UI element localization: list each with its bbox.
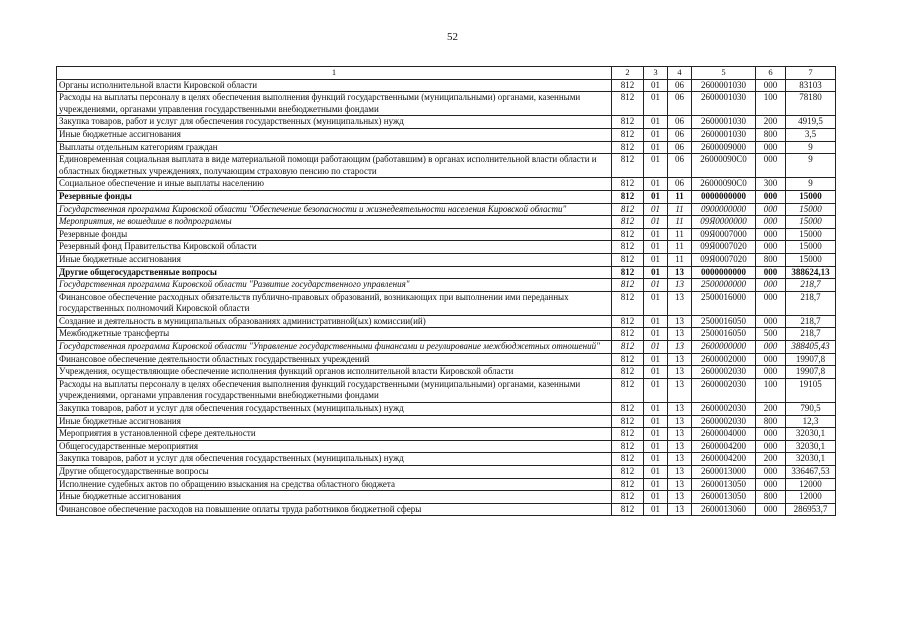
table-row xyxy=(57,241,836,254)
row-code-2: 812 xyxy=(612,341,644,354)
row-code-2: 812 xyxy=(612,440,644,453)
row-amount: 32030,1 xyxy=(786,428,836,441)
row-code-3: 01 xyxy=(644,141,668,154)
row-code-4: 13 xyxy=(668,403,692,416)
table-row xyxy=(57,378,836,402)
row-code-3: 01 xyxy=(644,415,668,428)
row-code-2: 812 xyxy=(612,328,644,341)
row-name: Общегосударственные мероприятия xyxy=(57,440,612,453)
row-code-4: 13 xyxy=(668,341,692,354)
row-code-3: 01 xyxy=(644,116,668,129)
row-code-5: 2600013050 xyxy=(692,478,756,491)
table-row xyxy=(57,190,836,203)
row-code-2: 812 xyxy=(612,491,644,504)
row-name: Закупка товаров, работ и услуг для обеспечения государственных (муниципальных) нужд xyxy=(57,116,612,129)
row-code-6: 000 xyxy=(756,428,786,441)
row-code-6: 100 xyxy=(756,92,786,116)
row-amount: 83103 xyxy=(786,79,836,92)
row-code-4: 11 xyxy=(668,190,692,203)
row-name: Государственная программа Кировской области "Управление государственными финансами и регулирование межбюджетных отношений" xyxy=(57,341,612,354)
table-row xyxy=(57,503,836,516)
row-code-5: 09Я0007020 xyxy=(692,253,756,266)
table-row xyxy=(57,141,836,154)
row-name: Расходы на выплаты персоналу в целях обеспечения выполнения функций государственными (муниципальными) органами, казенными учреждениями, органами управления государственными внебюджетными фондами xyxy=(57,92,612,116)
row-code-6: 000 xyxy=(756,154,786,178)
header-col-7: 7 xyxy=(786,67,836,80)
row-code-2: 812 xyxy=(612,366,644,379)
table-row xyxy=(57,341,836,354)
row-code-5: 2600000000 xyxy=(692,341,756,354)
row-code-3: 01 xyxy=(644,216,668,229)
row-code-2: 812 xyxy=(612,478,644,491)
row-code-3: 01 xyxy=(644,291,668,315)
row-code-5: 26000090С0 xyxy=(692,178,756,191)
row-code-2: 812 xyxy=(612,178,644,191)
row-amount: 286953,7 xyxy=(786,503,836,516)
row-code-2: 812 xyxy=(612,403,644,416)
row-name: Расходы на выплаты персоналу в целях обеспечения выполнения функций государственными (муниципальными) органами, казенными учреждениями, органами управления государственными внебюджетными фондами xyxy=(57,378,612,402)
table-row xyxy=(57,440,836,453)
row-amount: 15000 xyxy=(786,190,836,203)
row-code-4: 06 xyxy=(668,154,692,178)
row-amount: 32030,1 xyxy=(786,440,836,453)
row-name: Социальное обеспечение и иные выплаты населению xyxy=(57,178,612,191)
row-code-4: 06 xyxy=(668,178,692,191)
table-row xyxy=(57,466,836,479)
row-amount: 218,7 xyxy=(786,315,836,328)
page-number: 52 xyxy=(447,31,458,43)
row-code-3: 01 xyxy=(644,366,668,379)
row-code-3: 01 xyxy=(644,92,668,116)
row-amount: 19105 xyxy=(786,378,836,402)
row-code-6: 000 xyxy=(756,279,786,292)
row-amount: 388624,13 xyxy=(786,266,836,279)
row-code-5: 2500016050 xyxy=(692,315,756,328)
row-code-3: 01 xyxy=(644,328,668,341)
row-code-2: 812 xyxy=(612,116,644,129)
row-code-5: 2600001030 xyxy=(692,92,756,116)
table-row xyxy=(57,79,836,92)
row-code-4: 13 xyxy=(668,503,692,516)
table-header-row xyxy=(57,67,836,80)
row-name: Закупка товаров, работ и услуг для обеспечения государственных (муниципальных) нужд xyxy=(57,403,612,416)
table-row xyxy=(57,154,836,178)
row-amount: 19907,8 xyxy=(786,366,836,379)
row-code-4: 11 xyxy=(668,228,692,241)
row-code-5: 2600002000 xyxy=(692,353,756,366)
row-code-5: 09Я0007020 xyxy=(692,241,756,254)
row-code-6: 000 xyxy=(756,353,786,366)
header-col-5: 5 xyxy=(692,67,756,80)
row-code-5: 0900000000 xyxy=(692,203,756,216)
row-code-6: 500 xyxy=(756,328,786,341)
row-code-4: 11 xyxy=(668,203,692,216)
row-code-4: 06 xyxy=(668,79,692,92)
row-code-4: 13 xyxy=(668,478,692,491)
row-code-5: 0000000000 xyxy=(692,190,756,203)
row-code-6: 800 xyxy=(756,128,786,141)
row-code-2: 812 xyxy=(612,128,644,141)
row-code-4: 13 xyxy=(668,466,692,479)
row-name: Исполнение судебных актов по обращению взыскания на средства областного бюджета xyxy=(57,478,612,491)
header-col-6: 6 xyxy=(756,67,786,80)
row-code-5: 2600004200 xyxy=(692,440,756,453)
row-code-4: 11 xyxy=(668,241,692,254)
table-row xyxy=(57,415,836,428)
row-code-6: 000 xyxy=(756,466,786,479)
row-code-2: 812 xyxy=(612,141,644,154)
row-code-2: 812 xyxy=(612,154,644,178)
row-code-5: 2500016050 xyxy=(692,328,756,341)
row-name: Иные бюджетные ассигнования xyxy=(57,415,612,428)
row-code-3: 01 xyxy=(644,353,668,366)
row-code-5: 0000000000 xyxy=(692,266,756,279)
table-row xyxy=(57,253,836,266)
table-row xyxy=(57,178,836,191)
row-code-5: 2600004200 xyxy=(692,453,756,466)
row-name: Единовременная социальная выплата в виде материальной помощи работающим (работавшим) в органах исполнительной власти области и областных бюджетных учреждениях, получающим страховую пенсию по старости xyxy=(57,154,612,178)
row-name: Учреждения, осуществляющие обеспечение исполнения функций органов исполнительной власти Кировской области xyxy=(57,366,612,379)
header-col-4: 4 xyxy=(668,67,692,80)
row-code-6: 200 xyxy=(756,453,786,466)
row-amount: 4919,5 xyxy=(786,116,836,129)
table-row xyxy=(57,291,836,315)
row-code-2: 812 xyxy=(612,315,644,328)
row-code-5: 26000090С0 xyxy=(692,154,756,178)
row-code-3: 01 xyxy=(644,253,668,266)
table-row xyxy=(57,478,836,491)
row-name: Государственная программа Кировской области "Развитие государственного управления" xyxy=(57,279,612,292)
row-code-2: 812 xyxy=(612,228,644,241)
row-name: Другие общегосударственные вопросы xyxy=(57,266,612,279)
row-name: Закупка товаров, работ и услуг для обеспечения государственных (муниципальных) нужд xyxy=(57,453,612,466)
header-col-2: 2 xyxy=(612,67,644,80)
row-amount: 15000 xyxy=(786,203,836,216)
table-row xyxy=(57,216,836,229)
table-row xyxy=(57,116,836,129)
row-code-5: 2500000000 xyxy=(692,279,756,292)
row-code-5: 2600002030 xyxy=(692,403,756,416)
row-amount: 12000 xyxy=(786,478,836,491)
row-code-4: 13 xyxy=(668,415,692,428)
row-code-3: 01 xyxy=(644,478,668,491)
row-code-6: 200 xyxy=(756,116,786,129)
row-code-2: 812 xyxy=(612,266,644,279)
row-code-2: 812 xyxy=(612,453,644,466)
row-amount: 19907,8 xyxy=(786,353,836,366)
budget-table xyxy=(56,66,836,516)
table-row xyxy=(57,453,836,466)
table-row xyxy=(57,228,836,241)
row-code-5: 09Я0007000 xyxy=(692,228,756,241)
row-amount: 790,5 xyxy=(786,403,836,416)
header-col-3: 3 xyxy=(644,67,668,80)
row-code-3: 01 xyxy=(644,315,668,328)
row-code-6: 000 xyxy=(756,366,786,379)
row-name: Иные бюджетные ассигнования xyxy=(57,491,612,504)
row-code-4: 13 xyxy=(668,366,692,379)
row-code-5: 2600001030 xyxy=(692,128,756,141)
row-code-4: 13 xyxy=(668,266,692,279)
row-amount: 9 xyxy=(786,178,836,191)
row-code-4: 13 xyxy=(668,279,692,292)
row-name: Другие общегосударственные вопросы xyxy=(57,466,612,479)
row-code-4: 13 xyxy=(668,491,692,504)
row-amount: 218,7 xyxy=(786,279,836,292)
row-code-6: 000 xyxy=(756,216,786,229)
row-name: Резервные фонды xyxy=(57,228,612,241)
row-name: Межбюджетные трансферты xyxy=(57,328,612,341)
row-code-4: 13 xyxy=(668,428,692,441)
row-amount: 15000 xyxy=(786,228,836,241)
row-code-6: 300 xyxy=(756,178,786,191)
row-code-6: 200 xyxy=(756,403,786,416)
row-amount: 218,7 xyxy=(786,328,836,341)
row-code-6: 000 xyxy=(756,79,786,92)
row-code-2: 812 xyxy=(612,415,644,428)
row-code-6: 000 xyxy=(756,190,786,203)
row-code-3: 01 xyxy=(644,466,668,479)
header-col-1: 1 xyxy=(57,67,612,80)
row-code-2: 812 xyxy=(612,79,644,92)
row-code-6: 000 xyxy=(756,228,786,241)
row-name: Иные бюджетные ассигнования xyxy=(57,128,612,141)
row-code-3: 01 xyxy=(644,453,668,466)
row-code-6: 800 xyxy=(756,415,786,428)
table-row xyxy=(57,366,836,379)
row-code-3: 01 xyxy=(644,491,668,504)
row-code-5: 09Я0000000 xyxy=(692,216,756,229)
row-code-2: 812 xyxy=(612,291,644,315)
row-name: Иные бюджетные ассигнования xyxy=(57,253,612,266)
table-row xyxy=(57,92,836,116)
row-code-2: 812 xyxy=(612,190,644,203)
row-code-3: 01 xyxy=(644,79,668,92)
row-code-2: 812 xyxy=(612,216,644,229)
table-row xyxy=(57,203,836,216)
row-name: Государственная программа Кировской области "Обеспечение безопасности и жизнедеятельности населения Кировской области" xyxy=(57,203,612,216)
row-name: Резервные фонды xyxy=(57,190,612,203)
row-code-6: 000 xyxy=(756,478,786,491)
row-code-2: 812 xyxy=(612,503,644,516)
row-code-3: 01 xyxy=(644,203,668,216)
row-code-4: 13 xyxy=(668,378,692,402)
row-name: Выплаты отдельным категориям граждан xyxy=(57,141,612,154)
row-amount: 12,3 xyxy=(786,415,836,428)
row-code-3: 01 xyxy=(644,228,668,241)
row-code-5: 2600002030 xyxy=(692,378,756,402)
row-code-3: 01 xyxy=(644,266,668,279)
row-code-3: 01 xyxy=(644,279,668,292)
row-code-6: 100 xyxy=(756,378,786,402)
row-code-6: 000 xyxy=(756,440,786,453)
row-code-4: 06 xyxy=(668,128,692,141)
row-amount: 15000 xyxy=(786,253,836,266)
row-code-3: 01 xyxy=(644,378,668,402)
row-amount: 15000 xyxy=(786,241,836,254)
row-code-5: 2600013060 xyxy=(692,503,756,516)
row-code-4: 13 xyxy=(668,328,692,341)
row-code-3: 01 xyxy=(644,128,668,141)
row-code-6: 000 xyxy=(756,503,786,516)
row-amount: 15000 xyxy=(786,216,836,229)
row-code-3: 01 xyxy=(644,154,668,178)
row-code-6: 000 xyxy=(756,315,786,328)
row-code-4: 06 xyxy=(668,116,692,129)
row-amount: 388405,43 xyxy=(786,341,836,354)
row-code-4: 13 xyxy=(668,440,692,453)
row-amount: 218,7 xyxy=(786,291,836,315)
row-amount: 336467,53 xyxy=(786,466,836,479)
table-row xyxy=(57,128,836,141)
row-code-5: 2600013050 xyxy=(692,491,756,504)
row-code-5: 2500016000 xyxy=(692,291,756,315)
row-code-6: 000 xyxy=(756,266,786,279)
row-code-2: 812 xyxy=(612,428,644,441)
table-row xyxy=(57,279,836,292)
row-code-3: 01 xyxy=(644,341,668,354)
row-amount: 9 xyxy=(786,154,836,178)
row-code-5: 2600002030 xyxy=(692,415,756,428)
row-code-3: 01 xyxy=(644,241,668,254)
table-row xyxy=(57,315,836,328)
row-code-3: 01 xyxy=(644,503,668,516)
table-row xyxy=(57,491,836,504)
row-code-3: 01 xyxy=(644,190,668,203)
row-code-5: 2600013000 xyxy=(692,466,756,479)
row-code-6: 000 xyxy=(756,341,786,354)
row-code-3: 01 xyxy=(644,440,668,453)
row-code-4: 11 xyxy=(668,253,692,266)
row-code-5: 2600009000 xyxy=(692,141,756,154)
row-name: Мероприятия в установленной сфере деятельности xyxy=(57,428,612,441)
row-code-2: 812 xyxy=(612,253,644,266)
row-name: Финансовое обеспечение расходных обязательств публично-правовых образований, возникающих при выполнении ими переданных государственных полномочий Кировской области xyxy=(57,291,612,315)
row-code-2: 812 xyxy=(612,92,644,116)
row-name: Мероприятия, не вошедшие в подпрограммы xyxy=(57,216,612,229)
table-row xyxy=(57,328,836,341)
row-code-2: 812 xyxy=(612,203,644,216)
row-code-3: 01 xyxy=(644,428,668,441)
row-code-5: 2600002030 xyxy=(692,366,756,379)
row-amount: 32030,1 xyxy=(786,453,836,466)
row-name: Финансовое обеспечение расходов на повышение оплаты труда работников бюджетной сферы xyxy=(57,503,612,516)
row-code-5: 2600001030 xyxy=(692,116,756,129)
row-name: Органы исполнительной власти Кировской области xyxy=(57,79,612,92)
row-name: Резервный фонд Правительства Кировской области xyxy=(57,241,612,254)
row-amount: 78180 xyxy=(786,92,836,116)
row-code-3: 01 xyxy=(644,403,668,416)
row-code-4: 11 xyxy=(668,216,692,229)
row-code-6: 000 xyxy=(756,291,786,315)
row-code-4: 13 xyxy=(668,353,692,366)
row-code-4: 06 xyxy=(668,141,692,154)
row-name: Создание и деятельность в муниципальных образованиях административной(ых) комиссии(ий) xyxy=(57,315,612,328)
row-code-4: 13 xyxy=(668,453,692,466)
row-amount: 9 xyxy=(786,141,836,154)
row-code-6: 800 xyxy=(756,253,786,266)
row-code-2: 812 xyxy=(612,241,644,254)
row-amount: 12000 xyxy=(786,491,836,504)
row-code-2: 812 xyxy=(612,466,644,479)
row-code-6: 000 xyxy=(756,241,786,254)
row-code-3: 01 xyxy=(644,178,668,191)
row-code-6: 000 xyxy=(756,203,786,216)
row-code-2: 812 xyxy=(612,353,644,366)
row-code-2: 812 xyxy=(612,378,644,402)
row-code-4: 06 xyxy=(668,92,692,116)
table-row xyxy=(57,353,836,366)
row-code-2: 812 xyxy=(612,279,644,292)
row-code-5: 2600001030 xyxy=(692,79,756,92)
table-row xyxy=(57,403,836,416)
table-row xyxy=(57,428,836,441)
row-code-5: 2600004000 xyxy=(692,428,756,441)
table-row xyxy=(57,266,836,279)
row-name: Финансовое обеспечение деятельности областных государственных учреждений xyxy=(57,353,612,366)
row-amount: 3,5 xyxy=(786,128,836,141)
row-code-4: 13 xyxy=(668,315,692,328)
row-code-4: 13 xyxy=(668,291,692,315)
row-code-6: 800 xyxy=(756,491,786,504)
row-code-6: 000 xyxy=(756,141,786,154)
